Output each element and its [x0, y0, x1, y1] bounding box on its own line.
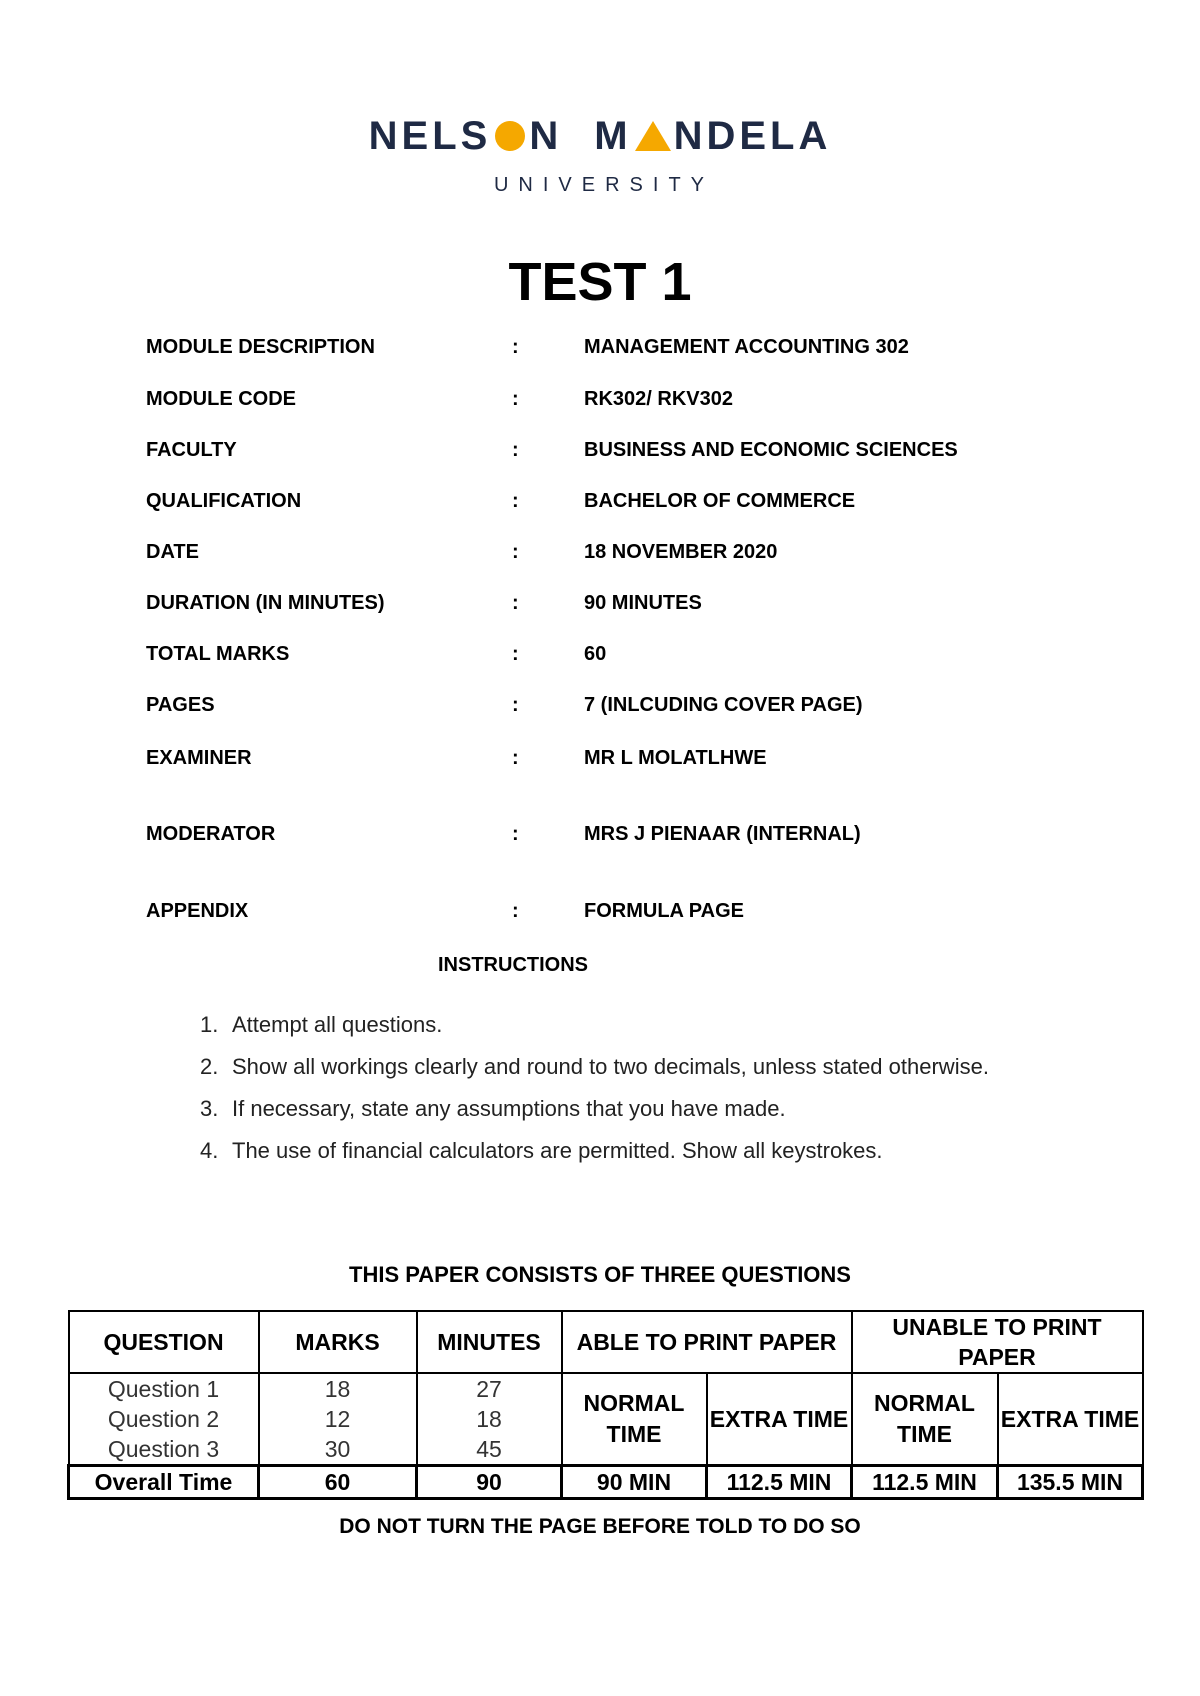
page-title: TEST 1 — [508, 252, 692, 312]
instructions-list — [200, 1004, 1000, 1172]
instructions-heading: INSTRUCTIONS — [438, 954, 588, 976]
minutes-value: 27 — [476, 1376, 502, 1402]
header-minutes: MINUTES — [417, 1311, 562, 1373]
info-colon: : — [512, 490, 519, 512]
list-text: Attempt all questions. — [232, 1012, 443, 1037]
info-value: BUSINESS AND ECONOMIC SCIENCES — [584, 439, 958, 461]
info-row — [146, 743, 1106, 773]
header-unable-to-print: UNABLE TO PRINT PAPER — [852, 1311, 1143, 1373]
total-label: Overall Time — [69, 1466, 259, 1499]
total-minutes: 90 — [417, 1466, 562, 1499]
triangle-icon — [635, 121, 671, 151]
info-colon: : — [512, 823, 519, 845]
info-value: 7 (INLCUDING COVER PAGE) — [584, 694, 863, 716]
info-colon: : — [512, 439, 519, 461]
unable-normal-time-header: NORMAL TIME — [852, 1373, 998, 1466]
info-value: FORMULA PAGE — [584, 900, 744, 922]
logo-word2-end: NDELA — [673, 113, 832, 158]
info-row — [146, 819, 1106, 849]
info-label: EXAMINER — [146, 747, 252, 769]
marks-cell — [259, 1373, 417, 1466]
info-colon: : — [512, 900, 519, 922]
info-label: MODERATOR — [146, 823, 276, 845]
info-label: MODULE CODE — [146, 388, 296, 410]
info-row — [146, 588, 1106, 618]
marks-value: 12 — [324, 1406, 351, 1432]
university-logo — [0, 112, 1200, 197]
total-unable-normal: 112.5 MIN — [852, 1466, 998, 1499]
question-count-heading: THIS PAPER CONSISTS OF THREE QUESTIONS — [349, 1262, 851, 1287]
info-row — [146, 435, 1106, 465]
total-able-extra: 112.5 MIN — [707, 1466, 852, 1499]
info-value: MRS J PIENAAR (INTERNAL) — [584, 823, 861, 845]
logo-word2-start: M — [594, 113, 632, 158]
total-unable-extra: 135.5 MIN — [998, 1466, 1143, 1499]
minutes-value: 45 — [476, 1436, 502, 1462]
list-text: The use of financial calculators are permitted. Show all keystrokes. — [232, 1138, 883, 1163]
table-total-row — [69, 1466, 1143, 1499]
table-row — [69, 1373, 1143, 1466]
able-extra-time-header: EXTRA TIME — [707, 1373, 852, 1466]
info-row — [146, 537, 1106, 567]
question-label: Question 2 — [107, 1406, 220, 1432]
list-number: 4. — [200, 1138, 219, 1163]
marks-table — [67, 1310, 1144, 1500]
list-item — [200, 1130, 1000, 1172]
info-label: DURATION (IN MINUTES) — [146, 592, 385, 614]
info-colon: : — [512, 643, 519, 665]
info-label: MODULE DESCRIPTION — [146, 336, 375, 358]
info-label: FACULTY — [146, 439, 237, 461]
info-row — [146, 639, 1106, 669]
sun-dot-icon — [495, 121, 525, 151]
minutes-cell — [417, 1373, 562, 1466]
info-value: 18 NOVEMBER 2020 — [584, 541, 778, 563]
info-colon: : — [512, 592, 519, 614]
logo-word1-end: N — [529, 113, 563, 158]
info-row — [146, 896, 1106, 926]
info-colon: : — [512, 336, 519, 358]
info-label: QUALIFICATION — [146, 490, 302, 512]
info-value: 90 MINUTES — [584, 592, 702, 614]
total-able-normal: 90 MIN — [562, 1466, 707, 1499]
list-item — [200, 1088, 1000, 1130]
table-header-row — [69, 1311, 1143, 1373]
info-row — [146, 384, 1106, 414]
info-row — [146, 332, 1106, 362]
footer-warning: DO NOT TURN THE PAGE BEFORE TOLD TO DO SO — [339, 1515, 861, 1538]
header-marks: MARKS — [259, 1311, 417, 1373]
total-marks: 60 — [259, 1466, 417, 1499]
questions-cell — [69, 1373, 259, 1466]
info-value: BACHELOR OF COMMERCE — [584, 490, 856, 512]
info-value: MR L MOLATLHWE — [584, 747, 767, 769]
info-label: PAGES — [146, 694, 215, 716]
able-normal-time-header: NORMAL TIME — [562, 1373, 707, 1466]
list-number: 3. — [200, 1096, 219, 1121]
info-colon: : — [512, 541, 519, 563]
info-colon: : — [512, 388, 519, 410]
header-question: QUESTION — [69, 1311, 259, 1373]
info-label: TOTAL MARKS — [146, 643, 290, 665]
logo-wordmark — [0, 112, 1200, 160]
info-row — [146, 486, 1106, 516]
info-value: 60 — [584, 643, 607, 665]
minutes-value: 18 — [476, 1406, 502, 1432]
info-value: RK302/ RKV302 — [584, 388, 733, 410]
list-item — [200, 1004, 1000, 1046]
header-able-to-print: ABLE TO PRINT PAPER — [562, 1311, 852, 1373]
marks-value: 30 — [324, 1436, 351, 1462]
marks-value: 18 — [324, 1376, 351, 1402]
info-colon: : — [512, 694, 519, 716]
list-number: 2. — [200, 1054, 219, 1079]
unable-extra-time-header: EXTRA TIME — [998, 1373, 1143, 1466]
list-text: If necessary, state any assumptions that you have made. — [232, 1096, 786, 1121]
info-label: APPENDIX — [146, 900, 249, 922]
question-label: Question 3 — [107, 1436, 220, 1462]
question-label: Question 1 — [107, 1376, 220, 1402]
info-colon: : — [512, 747, 519, 769]
logo-subtitle: UNIVERSITY — [493, 174, 715, 196]
info-value: MANAGEMENT ACCOUNTING 302 — [584, 336, 909, 358]
info-label: DATE — [146, 541, 199, 563]
list-item — [200, 1046, 1000, 1088]
list-text: Show all workings clearly and round to two decimals, unless stated otherwise. — [232, 1054, 989, 1079]
logo-word1-start: NELS — [368, 113, 492, 158]
list-number: 1. — [200, 1012, 219, 1037]
info-row — [146, 690, 1106, 720]
